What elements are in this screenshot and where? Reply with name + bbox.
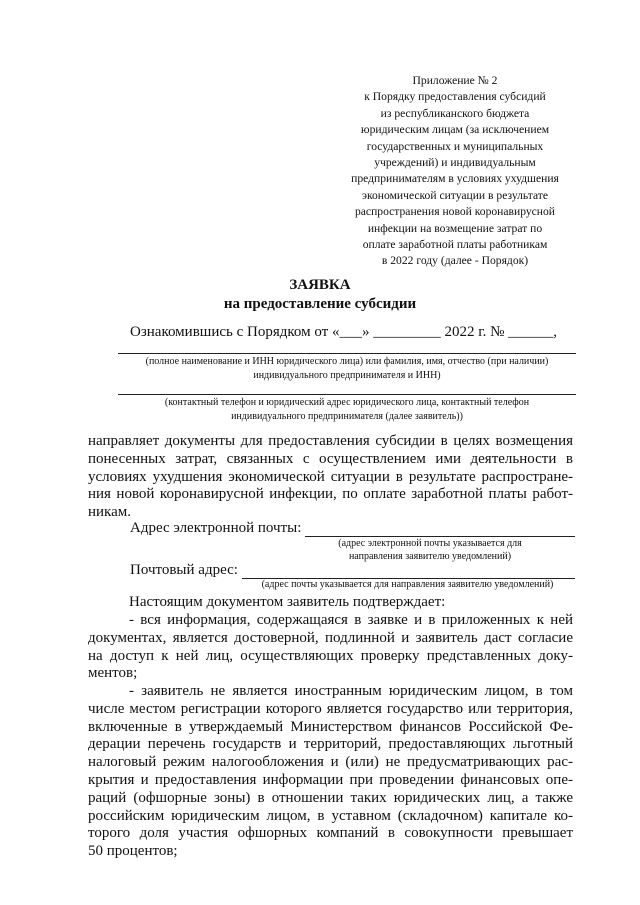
paragraph-line: торого доля участия офшорных компаний в совокупности превышает — [88, 825, 573, 842]
email-note — [300, 537, 560, 563]
appendix-line: из республиканского бюджета — [380, 106, 530, 120]
email-label: Адрес электронной почты: — [130, 520, 302, 536]
paragraph-line: никам. — [88, 504, 132, 521]
confirmation-item-1 — [88, 612, 573, 683]
appendix-header — [335, 73, 575, 270]
paragraph-line: 50 процентов; — [88, 843, 178, 860]
title-line-2: на предоставление субсидии — [223, 296, 417, 312]
paragraph-line: - заявитель не является иностранным юридическим лицом, в том — [129, 683, 573, 699]
paragraph-line: раций (офшорные зоны) в отношении таких юридических лиц, а также — [88, 789, 573, 806]
paragraph-line: дерации перечень государств и территорий, предоставляющих льготный — [88, 736, 573, 753]
paragraph-line: крытия и предоставления информации при проведении финансовых опе- — [88, 771, 573, 788]
appendix-line: к Порядку предоставления субсидий — [364, 90, 546, 104]
familiar-line: Ознакомившись с Порядком от «___» _________ 2022 г. № ______, — [130, 324, 557, 340]
note-line: (адрес электронной почты указывается для — [338, 538, 522, 549]
paragraph-line: направляет документы для предоставления субсидии в целях возмещения — [88, 433, 573, 449]
applicant-contact-caption — [108, 396, 586, 424]
appendix-line: учреждений) и индивидуальным — [374, 156, 536, 170]
paragraph-line: налоговый режим налогообложения и (или) не предусматривающих рас- — [88, 754, 573, 771]
applicant-name-caption — [108, 355, 586, 383]
paragraph-line: включенные в утверждаемый Министерством финансов Российской Фе- — [88, 718, 573, 735]
postal-note: (адрес почты указывается для направления заявителю уведомлений) — [261, 579, 554, 590]
document-title — [0, 276, 640, 314]
confirm-line: Настоящим документом заявитель подтверждает: — [129, 594, 446, 610]
appendix-line: распространения новой коронавирусной — [354, 205, 555, 219]
caption-line: индивидуального предпринимателя и ИНН) — [253, 370, 441, 381]
confirm-line-block — [88, 594, 573, 612]
postal-address-field[interactable] — [242, 564, 575, 579]
postal-row — [130, 561, 575, 579]
appendix-line: юридическим лицам (за исключением — [360, 123, 550, 137]
title-line-1: ЗАЯВКА — [289, 277, 351, 293]
paragraph-line: условиях ухудшения экономической ситуации в результате распростране- — [88, 468, 573, 485]
email-field[interactable] — [305, 522, 575, 537]
paragraph-line: - вся информация, содержащаяся в заявке и в приложенных к ней — [129, 612, 573, 628]
appendix-line: экономической ситуации в результате — [361, 188, 549, 202]
email-row — [130, 519, 575, 537]
note-line: направления заявителю уведомлений) — [348, 551, 512, 562]
appendix-line: оплате заработной платы работникам — [362, 238, 548, 252]
appendix-line: в 2022 году (далее - Порядок) — [381, 254, 529, 268]
paragraph-line: на доступ к ней лиц, осуществляющих проверку представленных доку- — [88, 647, 573, 664]
postal-label: Почтовый адрес: — [130, 562, 238, 578]
caption-line: индивидуального предпринимателя (далее заявитель)) — [231, 411, 463, 422]
caption-line: (полное наименование и ИНН юридического лица) или фамилия, имя, отчество (при наличии) — [145, 356, 549, 367]
appendix-line: Приложение № 2 — [412, 74, 498, 87]
paragraph-line: ментов; — [88, 665, 138, 682]
paragraph-line: документах, является достоверной, подлинной и заявитель даст согласие — [88, 629, 573, 646]
intro-paragraph — [88, 433, 573, 522]
paragraph-line: понесенных затрат, связанных с осуществлением ими деятельности в — [88, 450, 573, 467]
appendix-line: предпринимателям в условиях ухудшения — [351, 172, 559, 186]
caption-line: (контактный телефон и юридический адрес юридического лица, контактный телефон — [164, 397, 530, 408]
paragraph-line: ния новой коронавирусной инфекции, по оплате заработной платы работ- — [88, 486, 573, 503]
appendix-line: инфекции на возмещение затрат по — [367, 221, 543, 235]
paragraph-line: российским юридическим лицом, в уставном (складочном) капитале ко- — [88, 807, 573, 824]
appendix-line: государственных и муниципальных — [366, 139, 544, 153]
applicant-contact-line — [118, 394, 576, 395]
applicant-name-line — [118, 353, 576, 354]
paragraph-line: числе местом регистрации которого является государство или территория, — [88, 700, 573, 717]
confirmation-item-2 — [88, 683, 573, 861]
